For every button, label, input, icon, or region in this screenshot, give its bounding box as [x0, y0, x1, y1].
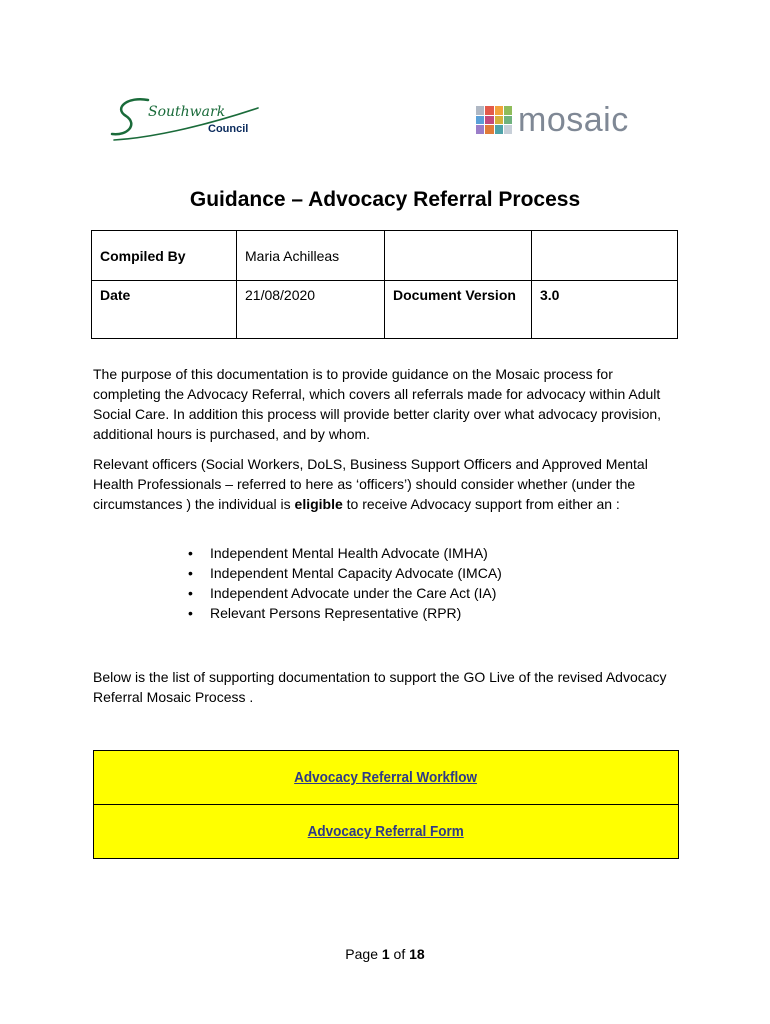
advocacy-referral-workflow-link[interactable]: Advocacy Referral Workflow: [294, 769, 478, 786]
southwark-council-logo: [108, 88, 278, 148]
empty-cell: [532, 231, 678, 281]
officers-text-end: to receive Advocacy support from either an :: [342, 496, 620, 512]
bullet-icon: •: [188, 545, 193, 561]
bullet-icon: •: [188, 605, 193, 621]
page-total: 18: [409, 946, 425, 962]
document-title: Guidance – Advocacy Referral Process: [189, 188, 581, 211]
mosaic-tile: [485, 116, 493, 125]
date-value: 21/08/2020: [237, 281, 385, 339]
empty-cell: [385, 231, 532, 281]
mosaic-tile: [485, 106, 493, 115]
footer-of: of: [389, 946, 410, 962]
advocate-types-list: [188, 543, 502, 623]
form-link-cell: [94, 804, 678, 858]
list-item-text: Independent Mental Capacity Advocate (IMCA): [210, 565, 502, 581]
meta-row-date: [92, 281, 678, 339]
date-label: Date: [92, 281, 237, 339]
mosaic-tile: [504, 116, 512, 125]
southwark-logo-graphic: [108, 88, 278, 148]
officers-paragraph: [93, 454, 683, 514]
page-footer: [0, 946, 770, 962]
advocacy-referral-form-link[interactable]: Advocacy Referral Form: [307, 823, 465, 840]
mosaic-tile: [485, 125, 493, 134]
mosaic-tile: [504, 125, 512, 134]
mosaic-tile: [476, 116, 484, 125]
list-item: [188, 543, 502, 563]
mosaic-tiles-icon: [476, 106, 512, 134]
page-number: 1: [381, 946, 390, 962]
mosaic-logo: [476, 100, 666, 140]
mosaic-tile: [495, 116, 503, 125]
southwark-wordmark: Southwark: [148, 104, 226, 120]
compiled-by-value: Maria Achilleas: [237, 231, 385, 281]
list-item-text: Independent Advocate under the Care Act (IA): [210, 585, 497, 601]
supporting-docs-paragraph: Below is the list of supporting documentation to support the GO Live of the revised Advocacy Referral Mosaic Process .: [93, 669, 667, 705]
mosaic-tile: [504, 106, 512, 115]
eligible-emphasis: eligible: [294, 496, 343, 512]
compiled-by-label: Compiled By: [92, 231, 237, 281]
mosaic-tile: [476, 106, 484, 115]
list-item: [188, 583, 502, 603]
mosaic-tile: [495, 106, 503, 115]
mosaic-tile: [476, 125, 484, 134]
supporting-docs-links-table: [93, 750, 679, 859]
version-label: Document Version: [385, 281, 532, 339]
southwark-council-text: Council: [208, 123, 249, 135]
bullet-icon: •: [188, 565, 193, 581]
meta-row-compiled: [92, 231, 678, 281]
bullet-icon: •: [188, 585, 193, 601]
footer-page-prefix: Page: [345, 946, 382, 962]
list-item: [188, 563, 502, 583]
version-value: 3.0: [532, 281, 678, 339]
mosaic-tile: [495, 125, 503, 134]
workflow-link-cell: [94, 751, 678, 804]
list-item: [188, 603, 502, 623]
document-meta-table: [91, 230, 678, 339]
mosaic-wordmark: mosaic: [518, 101, 629, 139]
list-item-text: Independent Mental Health Advocate (IMHA): [210, 545, 488, 561]
officers-text-start: Relevant officers (Social Workers, DoLS, Business Support Officers and Approved Mental Health Professionals – referred to here as ‘officers’) should consider whether (under the circumstances ) the individual is: [93, 456, 648, 512]
list-item-text: Relevant Persons Representative (RPR): [210, 605, 462, 621]
purpose-paragraph: The purpose of this documentation is to provide guidance on the Mosaic process for completing the Advocacy Referral, which covers all referrals made for advocacy within Adult Social Care. In addition this process will provide better clarity over what advocacy provision, additional hours is purchased, and by whom.: [93, 366, 662, 442]
